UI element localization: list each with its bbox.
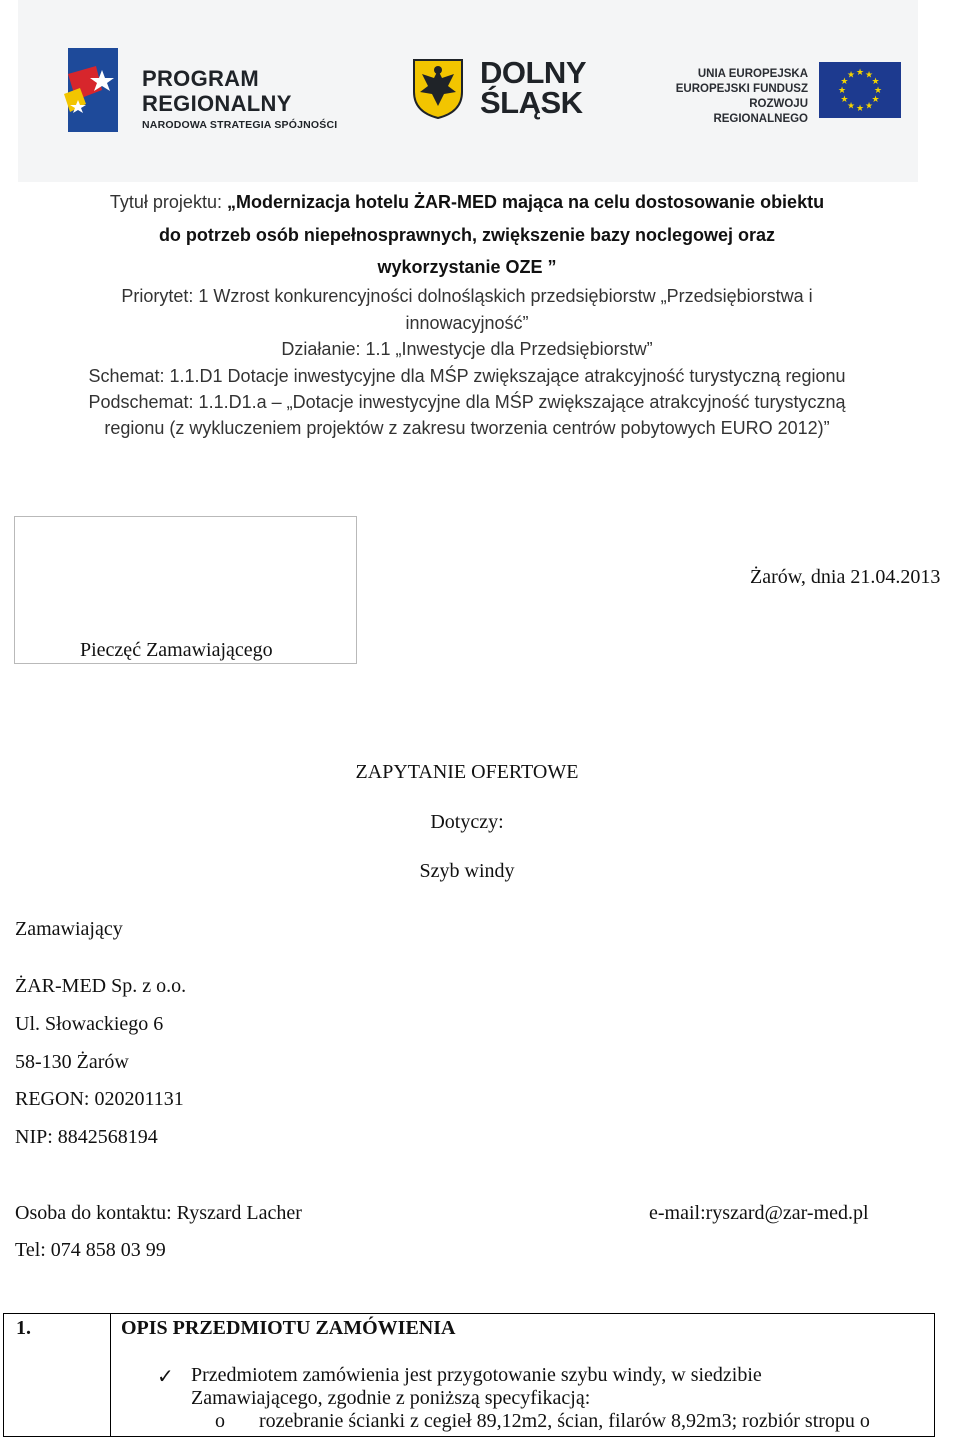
eu-star-icon: ★ xyxy=(840,94,849,104)
eu-fund-text xyxy=(658,67,808,127)
program-line3: NARODOWA STRATEGIA SPÓJNOŚCI xyxy=(142,119,338,131)
contact-person: Osoba do kontaktu: Ryszard Lacher xyxy=(15,1202,302,1224)
project-title-line3 xyxy=(0,257,934,278)
eu-star-icon: ★ xyxy=(846,100,856,111)
scheme-line: Schemat: 1.1.D1 Dotacje inwestycyjne dla MŚP zwiększające atrakcyjność turystyczną regionu xyxy=(88,366,846,386)
buyer-nip: NIP: 8842568194 xyxy=(15,1126,158,1148)
dolny-slask-line1: DOLNY xyxy=(480,55,586,90)
dolny-slask-text xyxy=(480,55,586,120)
eu-star-icon: ★ xyxy=(840,76,849,86)
eu-star-icon: ★ xyxy=(855,67,865,77)
eu-star-icon: ★ xyxy=(871,94,880,104)
buyer-regon: REGON: 020201131 xyxy=(15,1088,184,1110)
inquiry-title: ZAPYTANIE OFERTOWE xyxy=(355,761,579,783)
eu-star-icon: ★ xyxy=(837,85,847,95)
checkmark-icon: ✓ xyxy=(157,1366,174,1388)
project-title-bold1: „Modernizacja hotelu ŻAR-MED mająca na celu dostosowanie obiektu xyxy=(226,192,825,212)
priority-line2: innowacyjność” xyxy=(405,313,529,333)
eu-line3: ROZWOJU REGIONALNEGO xyxy=(713,98,808,125)
eu-star-icon: ★ xyxy=(873,85,883,95)
eu-star-icon: ★ xyxy=(855,103,865,113)
stamp-label: Pieczęć Zamawiającego xyxy=(80,639,273,661)
document-date: Żarów, dnia 21.04.2013 xyxy=(750,566,941,588)
eu-star-icon: ★ xyxy=(846,69,856,80)
eu-star-icon: ★ xyxy=(871,76,880,86)
program-line2: REGIONALNY xyxy=(142,91,292,116)
sub-item-text: rozebranie ścianki z cegieł 89,12m2, ścian, filarów 8,92m3; rozbiór stropu o xyxy=(259,1410,870,1432)
program-regionalny-text xyxy=(142,66,337,131)
contact-email: e-mail:ryszard@zar-med.pl xyxy=(649,1202,869,1224)
buyer-label: Zamawiający xyxy=(15,918,123,940)
program-regionalny-logo xyxy=(62,44,126,136)
eu-line2: EUROPEJSKI FUNDUSZ xyxy=(675,83,808,95)
subscheme-line2: regionu (z wykluczeniem projektów z zakresu tworzenia centrów pobytowych EURO 2012)” xyxy=(104,418,830,438)
section1-table xyxy=(3,1313,935,1437)
eu-star-icon: ★ xyxy=(864,69,874,80)
dolny-slask-line2: ŚLĄSK xyxy=(480,85,583,120)
section1-subitem xyxy=(215,1410,924,1433)
section1-number: 1. xyxy=(4,1314,111,1437)
eu-line1: UNIA EUROPEJSKA xyxy=(697,68,808,80)
section1-bullet xyxy=(157,1364,924,1410)
eu-star-icon: ★ xyxy=(864,100,874,111)
concerning-label: Dotyczy: xyxy=(430,811,504,833)
project-title-bold2: do potrzeb osób niepełnosprawnych, zwiększenie bazy noclegowej oraz xyxy=(158,225,776,245)
action-line: Działanie: 1.1 „Inwestycje dla Przedsiębiorstw” xyxy=(281,339,653,359)
section1-body xyxy=(111,1314,935,1437)
bullet-line2: Zamawiającego, zgodnie z poniższą specyfikacją: xyxy=(191,1387,591,1409)
buyer-street: Ul. Słowackiego 6 xyxy=(15,1013,164,1035)
program-line1: PROGRAM xyxy=(142,66,259,91)
sub-bullet-icon: o xyxy=(215,1410,225,1432)
project-title-prefix: Tytuł projektu: xyxy=(109,192,227,212)
dolny-slask-coat-of-arms-icon xyxy=(412,58,464,120)
contact-phone: Tel: 074 858 03 99 xyxy=(15,1239,166,1261)
project-title-line2 xyxy=(0,225,934,246)
subscheme-line1: Podschemat: 1.1.D1.a – „Dotacje inwestycyjne dla MŚP zwiększające atrakcyjność turystyczną xyxy=(88,392,846,412)
eu-flag-icon xyxy=(819,62,901,118)
buyer-city: 58-130 Żarów xyxy=(15,1051,129,1073)
bullet-line1: Przedmiotem zamówienia jest przygotowanie szybu windy, w siedzibie xyxy=(191,1364,762,1386)
project-title-bold3: wykorzystanie OZE ” xyxy=(377,257,557,277)
project-title-line1 xyxy=(0,192,934,213)
buyer-name: ŻAR-MED Sp. z o.o. xyxy=(15,975,187,997)
inquiry-subject: Szyb windy xyxy=(419,860,515,882)
section1-title: OPIS PRZEDMIOTU ZAMÓWIENIA xyxy=(121,1317,456,1339)
priority-line1: Priorytet: 1 Wzrost konkurencyjności dolnośląskich przedsiębiorstw „Przedsiębiorstwa i xyxy=(121,286,813,306)
